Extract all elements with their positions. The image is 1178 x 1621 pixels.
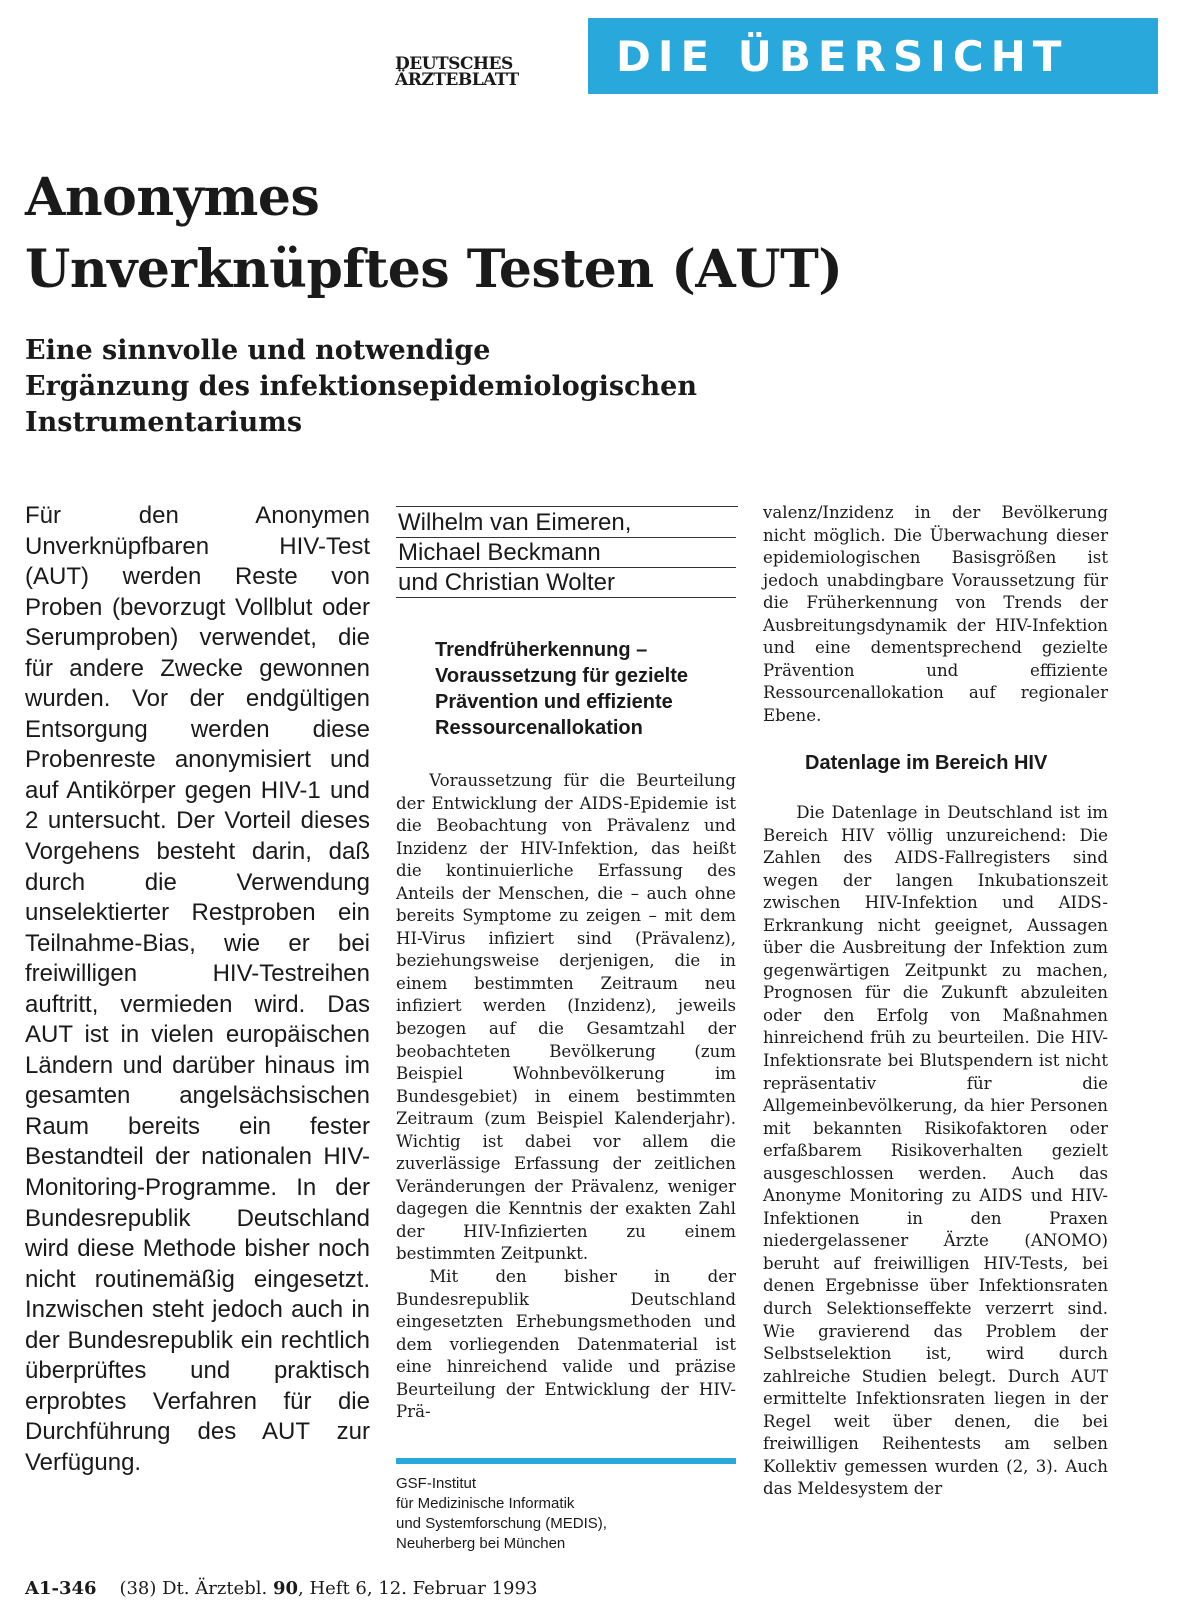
section-heading-trend — [435, 637, 735, 741]
author-2: Michael Beckmann — [396, 538, 736, 568]
author-top-rule — [396, 506, 738, 507]
intro-paragraph: Für den Anonymen Unverknüpfbaren HIV-Test (AUT) werden Reste von Proben (bevorzugt Vollblut oder Serumproben) verwendet, die für andere Zwecke gewonnen wurden. Vor der endgültigen Entsorgung werden diese Probenreste anonymisiert und auf Antikörper gegen HIV-1 und 2 untersucht. Der Vorteil dieses Vorgehens besteht darin, daß durch die Verwendung unselektierter Restproben ein Teilnahme-Bias, wie er bei freiwilligen HIV-Testreihen auftritt, vermieden wird. Das AUT ist in vielen europäischen Ländern und darüber hinaus im gesamten angelsächsischen Raum bereits ein fester Bestandteil der nationalen HIV-Monitoring-Programme. In der Bundesrepublik Deutschland wird diese Methode bisher noch nicht routinemäßig eingesetzt. Inzwischen steht jedoch auch in der Bundesrepublik ein rechtlich überprüftes und praktisch erprobtes Verfahren für die Durchführung des AUT zur Verfügung. — [25, 502, 370, 1476]
section1-continuation: valenz/Inzidenz in der Bevölkerung nicht möglich. Die Überwachung dieser epidemiologischen Basisgrößen ist jedoch unabdingbare Voraussetzung für die Früherkennung von Trends der Ausbreitungsdynamik der HIV-Infektion und eine dementsprechend gezielte Prävention und effiziente Ressourcenallokation auf regionaler Ebene. — [763, 503, 1108, 725]
author-3: und Christian Wolter — [396, 568, 736, 598]
title-line2: Unverknüpftes Testen (AUT) — [25, 239, 843, 300]
journal-abbrev: Dt. Ärztebl. — [162, 1578, 268, 1599]
affiliation — [396, 1474, 736, 1554]
heading-line: Trendfrüherkennung – — [435, 639, 648, 661]
affiliation-line: Neuherberg bei München — [396, 1535, 566, 1552]
author-1: Wilhelm van Eimeren, — [396, 508, 736, 538]
rubric-banner: DIE ÜBERSICHT — [588, 18, 1158, 94]
masthead-line1: DEUTSCHES — [395, 54, 513, 74]
page-number: A1-346 — [25, 1578, 97, 1599]
heading-line: Ressourcenallokation — [435, 717, 643, 739]
affiliation-line: GSF-Institut — [396, 1475, 477, 1492]
heading-line: Voraussetzung für gezielte — [435, 665, 689, 687]
section2-body — [763, 802, 1108, 1501]
article-subtitle — [25, 333, 697, 441]
issue-info: , Heft 6, 12. Februar 1993 — [298, 1578, 538, 1599]
subtitle-line1: Eine sinnvolle und notwendige — [25, 335, 491, 366]
body-paragraph: Die Datenlage in Deutschland ist im Bereich HIV völlig unzureichend: Die Zahlen des AIDS-Fallregisters sind wegen der langen Inkubationszeit zwischen HIV-Infektion und AIDS-Erkrankung nicht geeignet, Aussagen über die Ausbreitung der Infektion zum gegenwärtigen Zeitpunkt zu machen, Prognosen für die Zukunft abzuleiten oder den Erfolg von Maßnahmen hinreichend früh zu beurteilen. Die HIV-Infektionsrate bei Blutspendern ist nicht repräsentativ für die Allgemeinbevölkerung, da hier Personen mit bekannten Risikofaktoren oder erfaßbarem Risikoverhalten gezielt ausgeschlossen werden. Auch das Anonyme Monitoring zu AIDS und HIV-Infektionen in den Praxen niedergelassener Ärzte (ANOMO) beruht auf freiwilligen HIV-Tests, bei denen Ergebnisse über Infektionsraten durch Selektionseffekte verzerrt sind. Wie gravierend das Problem der Selbstselektion ist, wird durch zahlreiche Studien belegt. Durch AUT ermittelte Infektionsraten liegen in der Regel weit über denen, die bei freiwilligen Reihentests am selben Kollektiv gemessen wurden (2, 3). Auch das Meldesystem der — [763, 803, 1108, 1499]
affiliation-line: für Medizinische Informatik — [396, 1495, 575, 1512]
volume-number: 90 — [272, 1578, 299, 1599]
journal-masthead — [395, 56, 519, 88]
page-footer — [25, 1578, 537, 1599]
subtitle-line3: Instrumentariums — [25, 407, 303, 438]
issue-page: (38) — [119, 1578, 157, 1599]
masthead-line2: ÄRZTEBLATT — [395, 70, 519, 90]
section-heading-datenlage: Datenlage im Bereich HIV — [805, 752, 1048, 774]
subtitle-line2: Ergänzung des infektionsepidemiologischen — [25, 371, 697, 402]
affiliation-line: und Systemforschung (MEDIS), — [396, 1515, 607, 1532]
title-line1: Anonymes — [25, 167, 320, 228]
article-title — [25, 162, 842, 306]
heading-line: Prävention und effiziente — [435, 691, 673, 713]
author-list — [396, 508, 736, 598]
body-paragraph: Voraussetzung für die Beurteilung der Entwicklung der AIDS-Epidemie ist die Beobachtung von Prävalenz und Inzidenz der HIV-Infektion, das heißt die kontinuierliche Erfassung des Anteils der Menschen, die – auch ohne bereits Symptome zu zeigen – mit dem HI-Virus infiziert sind (Prävalenz), beziehungsweise derjenigen, die in einem bestimmten Zeitraum neu infiziert werden (Inzidenz), jeweils bezogen auf die Gesamtzahl der beobachteten Bevölkerung (zum Beispiel Wohnbevölkerung im Bundesgebiet) in einem bestimmten Zeitraum (zum Beispiel Kalenderjahr). Wichtig ist dabei vor allem die zuverlässige Erfassung der zeitlichen Veränderungen der Prävalenz, weniger dagegen die Kenntnis der exakten Zahl der HIV-Infizierten zu einem bestimmten Zeitpunkt. — [396, 771, 736, 1264]
section1-body — [396, 770, 736, 1424]
body-paragraph: Mit den bisher in der Bundesrepublik Deutschland eingesetzten Erhebungsmethoden und dem vorliegenden Datenmaterial ist eine hinreichend valide und präzise Beurteilung der Entwicklung der HIV-Prä- — [396, 1267, 736, 1422]
divider-rule — [396, 1458, 736, 1464]
